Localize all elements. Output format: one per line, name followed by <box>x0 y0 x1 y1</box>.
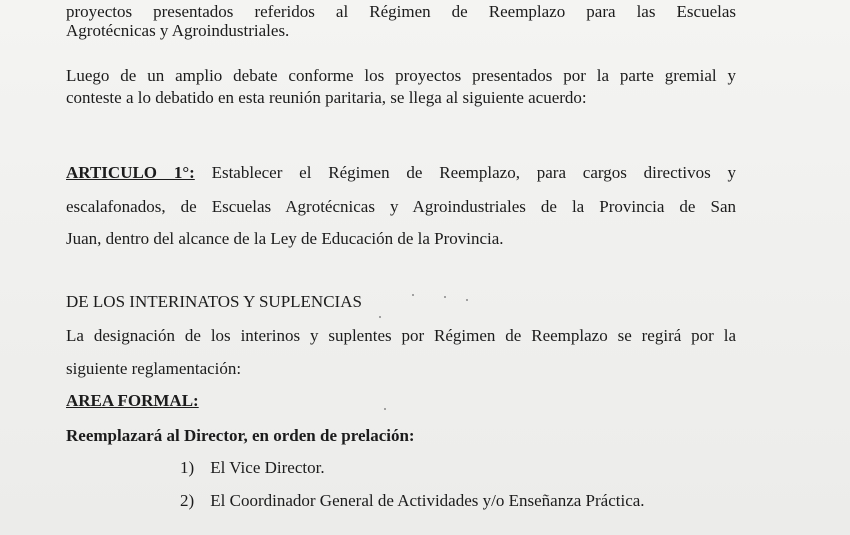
scan-speck <box>466 299 468 301</box>
debate-line-2: conteste a lo debatido en esta reunión paritaria, se llega al siguiente acuerdo: <box>66 88 587 107</box>
list-item-number: 2) <box>180 491 195 510</box>
article-1-line-1 <box>66 163 736 183</box>
scan-speck <box>384 408 386 410</box>
area-heading: AREA FORMAL: <box>66 391 199 410</box>
article-1-line-1-text: Establecer el Régimen de Reemplazo, para cargos directivos y <box>194 163 736 182</box>
area-subheading: Reemplazará al Director, en orden de prelación: <box>66 426 415 445</box>
article-1-heading: ARTICULO 1°: <box>66 163 195 182</box>
intro-line-2: Agrotécnicas y Agroindustriales. <box>66 21 290 40</box>
debate-line-1: Luego de un amplio debate conforme los proyectos presentados por la parte gremial y <box>66 66 736 85</box>
article-1-line-3: Juan, dentro del alcance de la Ley de Educación de la Provincia. <box>66 229 504 248</box>
section-title: DE LOS INTERINATOS Y SUPLENCIAS <box>66 292 362 311</box>
section-line-1: La designación de los interinos y suplentes por Régimen de Reemplazo se regirá por la <box>66 326 736 345</box>
scan-speck <box>412 294 414 296</box>
list-item-text: El Vice Director. <box>210 458 325 477</box>
scan-speck <box>444 296 446 298</box>
list-item <box>180 491 645 511</box>
scan-speck <box>379 316 381 318</box>
article-1-line-2: escalafonados, de Escuelas Agrotécnicas y Agroindustriales de la Provincia de San <box>66 197 736 216</box>
section-line-2: siguiente reglamentación: <box>66 359 242 378</box>
list-item <box>180 458 325 478</box>
intro-line-1: proyectos presentados referidos al Régimen de Reemplazo para las Escuelas <box>66 2 736 21</box>
list-item-text: El Coordinador General de Actividades y/o Enseñanza Práctica. <box>210 491 645 510</box>
list-item-number: 1) <box>180 458 195 477</box>
